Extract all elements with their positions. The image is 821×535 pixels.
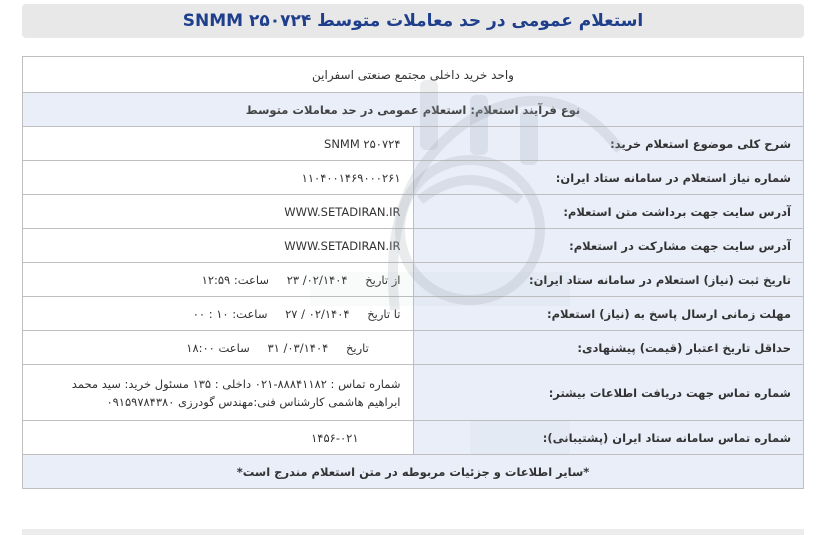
participate-site-label: آدرس سایت جهت مشارکت در استعلام: <box>413 229 804 263</box>
need-number-label: شماره نیاز استعلام در سامانه ستاد ایران: <box>413 161 804 195</box>
register-date-date: ۰۲/۱۴۰۴/ ۲۳ <box>286 272 348 287</box>
download-site-link[interactable]: WWW.SETADIRAN.IR <box>284 204 401 219</box>
note-cell: *سایر اطلاعات و جزئیات مربوطه در متن استعلام مندرج است* <box>23 455 804 489</box>
support-label: شماره تماس سامانه ستاد ایران (پشتیبانی): <box>413 421 804 455</box>
download-site-label: آدرس سایت جهت برداشت متن استعلام: <box>413 195 804 229</box>
contact-line-2: ابراهیم هاشمی کارشناس فنی:مهندس گودرزی ۰۹۱۵۹۷۸۴۳۸۰ <box>106 394 401 409</box>
deadline-time-label: ساعت: <box>232 306 268 321</box>
register-date-prefix: از تاریخ <box>365 272 401 287</box>
support-number: ۱۴۵۶-۰۲۱ <box>311 430 359 445</box>
unit-row <box>23 57 804 93</box>
register-date-time-label: ساعت: <box>233 272 270 287</box>
register-date-time: ۱۲:۵۹ <box>201 272 231 287</box>
validity-prefix: تاریخ <box>345 340 369 355</box>
deadline-date: ۰۲/۱۴۰۴ / ۲۷ <box>285 306 350 321</box>
deadline-row <box>23 297 804 331</box>
contact-line-1: شماره تماس : ۸۸۸۴۱۱۸۲-۰۲۱ داخلی : ۱۳۵ مسئول خرید: سید محمد <box>71 376 401 391</box>
subject-row <box>23 127 804 161</box>
process-type-cell: نوع فرآیند استعلام: استعلام عمومی در حد معاملات متوسط <box>23 93 804 127</box>
contact-label: شماره تماس جهت دریافت اطلاعات بیشتر: <box>413 365 804 421</box>
subject-label: شرح کلی موضوع استعلام خرید: <box>413 127 804 161</box>
participate-site-link[interactable]: WWW.SETADIRAN.IR <box>284 238 401 253</box>
support-row <box>23 421 804 455</box>
download-site-value <box>23 195 414 229</box>
inquiry-table <box>22 56 804 489</box>
register-date-value <box>23 263 414 297</box>
download-site-row <box>23 195 804 229</box>
deadline-time: ۰۰ : ۱۰ <box>192 306 229 321</box>
participate-site-row <box>23 229 804 263</box>
subject-code: SNMM ۲۵۰۷۲۴ <box>324 136 401 151</box>
contact-row <box>23 365 804 421</box>
unit-cell: واحد خرید داخلی مجتمع صنعتی اسفراین <box>23 57 804 93</box>
register-date-row <box>23 263 804 297</box>
title-bar <box>22 4 804 38</box>
bottom-bar <box>22 529 804 535</box>
page-title: استعلام عمومی در حد معاملات متوسط SNMM ۲۵۰۷۲۴ <box>182 11 644 31</box>
validity-date: ۰۳/۱۴۰۴/ ۳۱ <box>267 340 329 355</box>
process-type-row <box>23 93 804 127</box>
participate-site-value <box>23 229 414 263</box>
validity-label: حداقل تاریخ اعتبار (قیمت) پیشنهادی: <box>413 331 804 365</box>
need-number-value: ۱۱۰۴۰۰۱۴۶۹۰۰۰۲۶۱ <box>23 161 414 195</box>
need-number-row <box>23 161 804 195</box>
contact-value <box>23 365 414 421</box>
deadline-prefix: تا تاریخ <box>367 306 401 321</box>
validity-time: ۱۸:۰۰ <box>186 340 215 355</box>
validity-time-label: ساعت <box>218 340 250 355</box>
deadline-label: مهلت زمانی ارسال پاسخ به (نیاز) استعلام: <box>413 297 804 331</box>
note-row <box>23 455 804 489</box>
subject-value <box>23 127 414 161</box>
support-value <box>23 421 414 455</box>
register-date-label: تاریخ ثبت (نیاز) استعلام در سامانه ستاد ایران: <box>413 263 804 297</box>
validity-value <box>23 331 414 365</box>
deadline-value <box>23 297 414 331</box>
validity-row <box>23 331 804 365</box>
